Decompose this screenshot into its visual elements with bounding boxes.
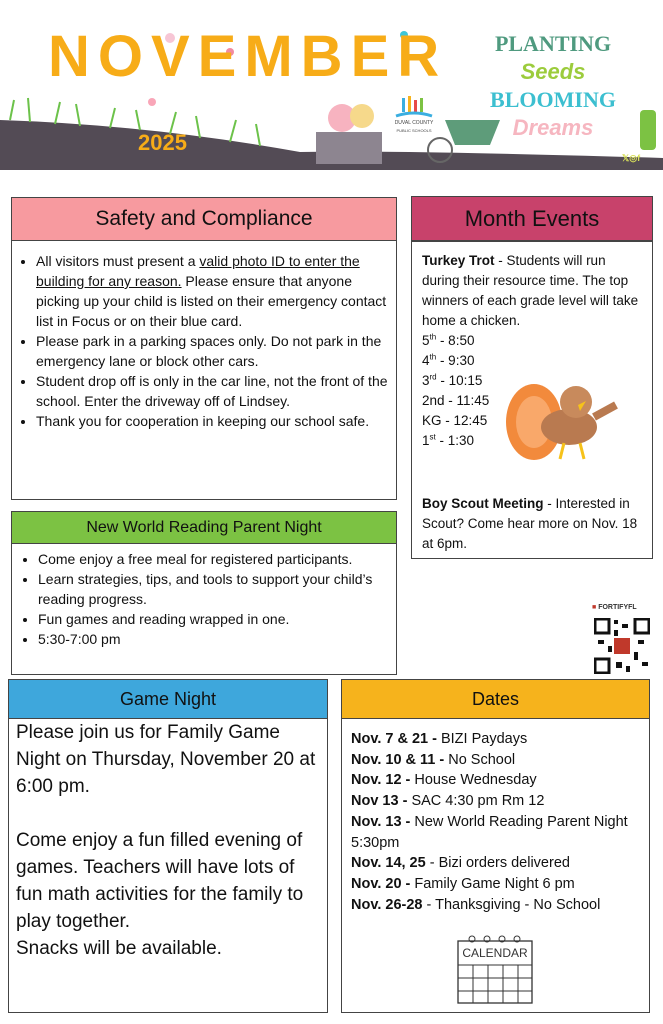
turkey-trot-text: Turkey Trot - Students will run during their resource time. The top winners of each grade level will take home a chicken. [422, 253, 639, 328]
game-night-paragraph: Snacks will be available. [16, 938, 222, 959]
game-night-header: Game Night [8, 679, 328, 719]
safety-item: • Student drop off is only in the car line, not the front of the school. Enter the driveway off of Lindsey. [36, 371, 390, 411]
date-item: Nov. 26-28 - Thanksgiving - No School [351, 896, 601, 913]
safety-header: Safety and Compliance [11, 197, 397, 241]
date-item: Nov. 13 - New World Reading Parent Night 5:30pm [351, 813, 628, 851]
safety-item: • Thank you for cooperation in keeping our school safe. [36, 411, 390, 431]
safety-item: • All visitors must present a valid photo ID to enter the building for any reason. Please ensure that anyone picking up your child is listed on their emergency contact list in Focus or on their blue card. [36, 251, 390, 331]
dates-panel [341, 718, 650, 1013]
safety-panel [11, 240, 397, 500]
date-item: Nov. 10 & 11 - No School [351, 751, 516, 768]
date-item: Nov. 20 - Family Game Night 6 pm [351, 875, 575, 892]
date-item: Nov. 14, 25 - Bizi orders delivered [351, 855, 570, 872]
reading-item: • Learn strategies, tips, and tools to support your child’s reading progress. [38, 569, 390, 609]
reading-item: • Come enjoy a free meal for registered participants. [38, 549, 390, 569]
social-icons: 𝕏◎f [622, 153, 641, 163]
month-title: NOVEMBER [48, 24, 448, 89]
fortify-label: ■ FORTIFYFL [592, 604, 637, 611]
safety-item: • Please park in a parking spaces only. Do not park in the emergency lane or block other cars. [36, 331, 390, 371]
dates-header: Dates [341, 679, 650, 719]
calendar-icon: CALENDAR [456, 935, 534, 1005]
events-panel [411, 241, 653, 559]
reading-header: New World Reading Parent Night [11, 511, 397, 544]
year-label: 2025 [138, 130, 187, 155]
fortify-qr-code[interactable] [594, 618, 650, 674]
boy-scout-text: Boy Scout Meeting - Interested in Scout? Come hear more on Nov. 18 at 6pm. [422, 496, 638, 551]
reading-item: • 5:30-7:00 pm [38, 629, 390, 649]
date-item: Nov 13 - SAC 4:30 pm Rm 12 [351, 793, 545, 810]
district-logo: DUVAL COUNTY PUBLIC SCHOOLS [386, 96, 442, 134]
reading-panel [11, 543, 397, 675]
game-night-paragraph: Please join us for Family Game Night on Thursday, November 20 at 6:00 pm. [16, 722, 316, 797]
game-night-paragraph: Come enjoy a fun filled evening of games. Teachers will have lots of fun math activities for the family to play together. [16, 830, 304, 932]
turkey-illustration [504, 377, 624, 467]
events-header: Month Events [411, 196, 653, 241]
header-banner [0, 0, 663, 180]
theme-logo: PLANTING Seeds BLOOMING Dreams [490, 31, 616, 140]
date-item: Nov. 12 - House Wednesday [351, 772, 537, 789]
reading-item: • Fun games and reading wrapped in one. [38, 609, 390, 629]
turkey-trot-times: 5th - 8:50 4th - 9:30 3rd - 10:15 2nd - 11:45 KG - 12:45 1st - 1:30 [422, 332, 490, 448]
date-item: Nov. 7 & 21 - BIZI Paydays [351, 731, 528, 747]
game-night-panel [8, 718, 328, 1013]
